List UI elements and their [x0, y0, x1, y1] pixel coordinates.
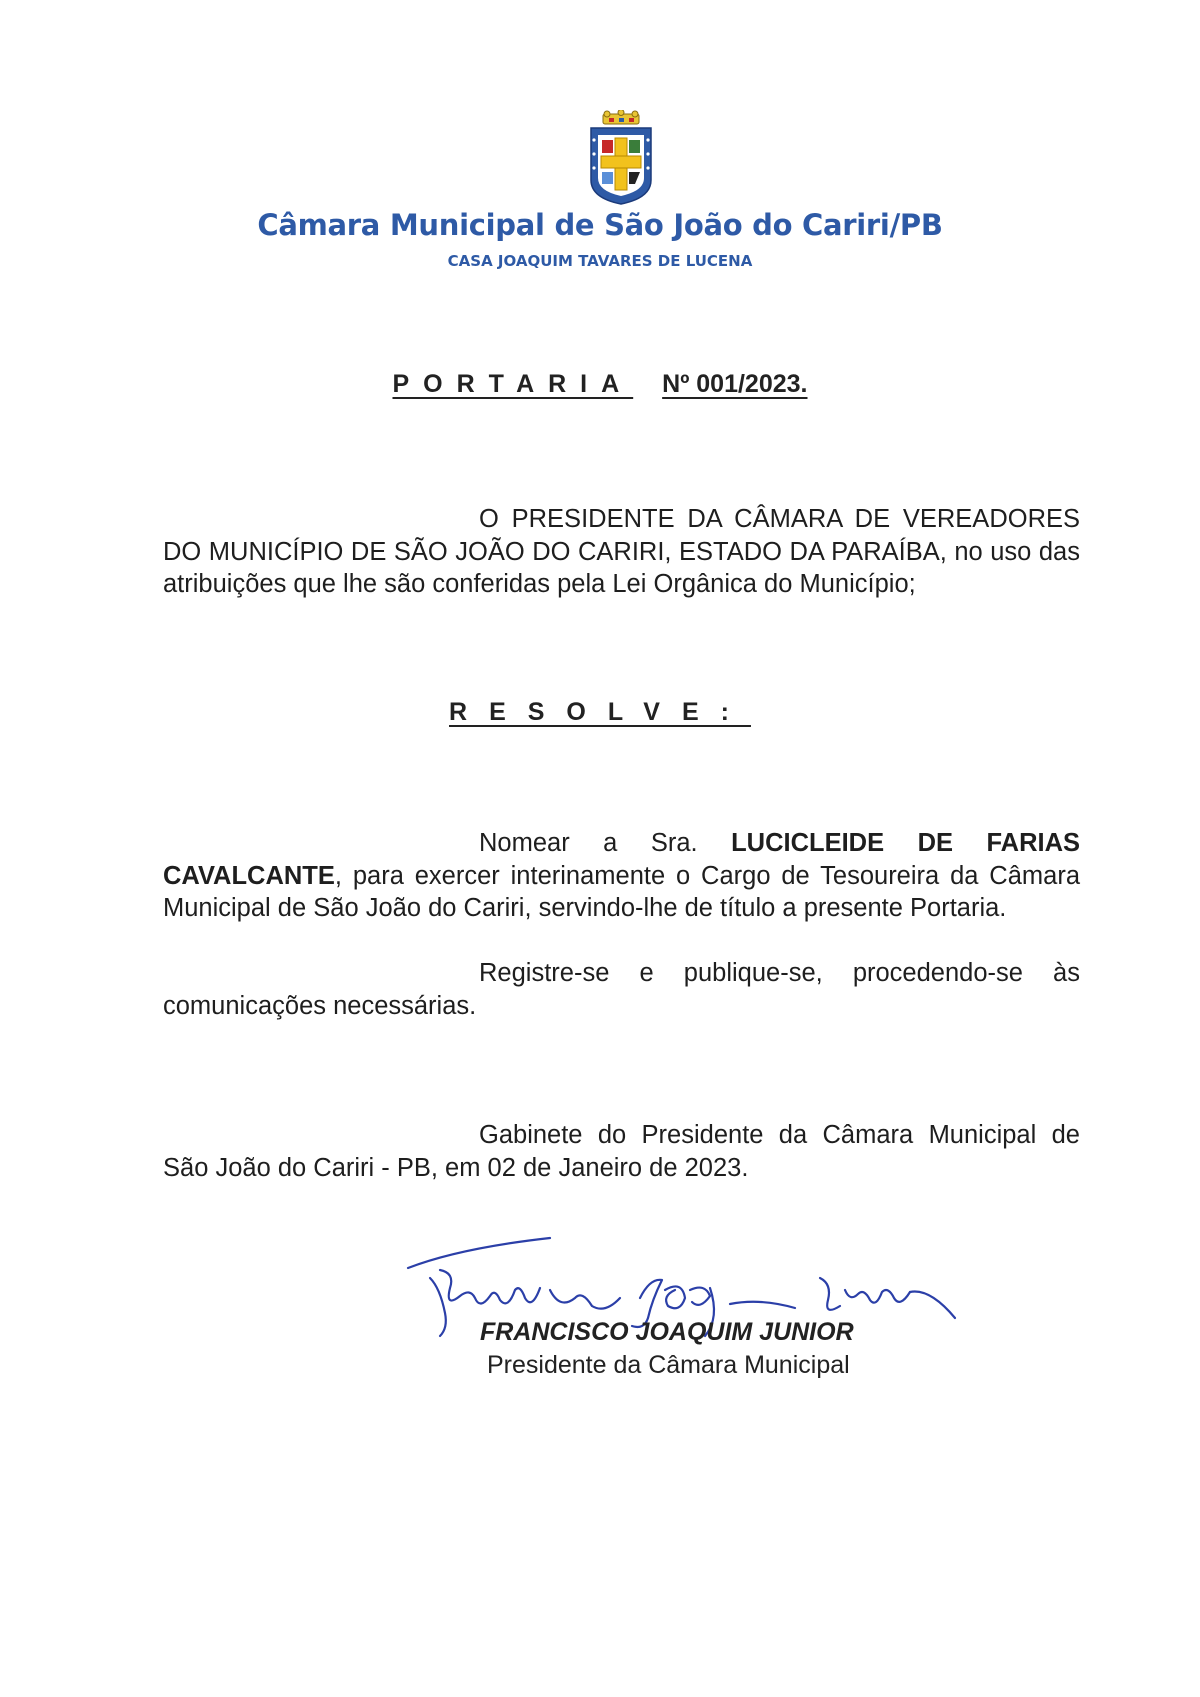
nomination-prefix: Nomear a Sra. — [479, 829, 732, 857]
title-number: Nº 001/2023. — [662, 370, 808, 398]
organization-name: Câmara Municipal de São João do Cariri/PB — [257, 208, 943, 242]
nominee-name: LUCICLEIDE DE FARIAS CAVALCANTE — [163, 829, 1080, 890]
title-label: PORTARIA — [392, 370, 634, 398]
resolve-label: RESOLVE: — [449, 698, 751, 726]
signer-role: Presidente da Câmara Municipal — [487, 1351, 850, 1379]
preamble-paragraph — [163, 503, 1080, 601]
nomination-paragraph — [163, 827, 1080, 925]
resolve-heading — [0, 698, 1200, 727]
preamble-text: O PRESIDENTE DA CÂMARA DE VEREADORES DO MUNICÍPIO DE SÃO JOÃO DO CARIRI, ESTADO DA PARAÍBA, no uso das atribuições que lhe são conferidas pela Lei Orgânica do Município; — [163, 505, 1080, 598]
signer-name: FRANCISCO JOAQUIM JUNIOR — [480, 1318, 854, 1346]
closing-text: Gabinete do Presidente da Câmara Municipal de São João do Cariri - PB, em 02 de Janeiro de 2023. — [163, 1121, 1080, 1182]
register-paragraph — [163, 957, 1080, 1022]
organization-subtitle: CASA JOAQUIM TAVARES DE LUCENA — [447, 252, 753, 270]
closing-paragraph — [163, 1119, 1080, 1184]
nomination-suffix: , para exercer interinamente o Cargo de Tesoureira da Câmara Municipal de São João do Cariri, servindo-lhe de título a presente Portaria. — [163, 861, 1080, 922]
document-title — [0, 370, 1200, 399]
register-text: Registre-se e publique-se, procedendo-se às comunicações necessárias. — [163, 959, 1080, 1020]
municipal-coat-of-arms-icon — [585, 110, 657, 206]
